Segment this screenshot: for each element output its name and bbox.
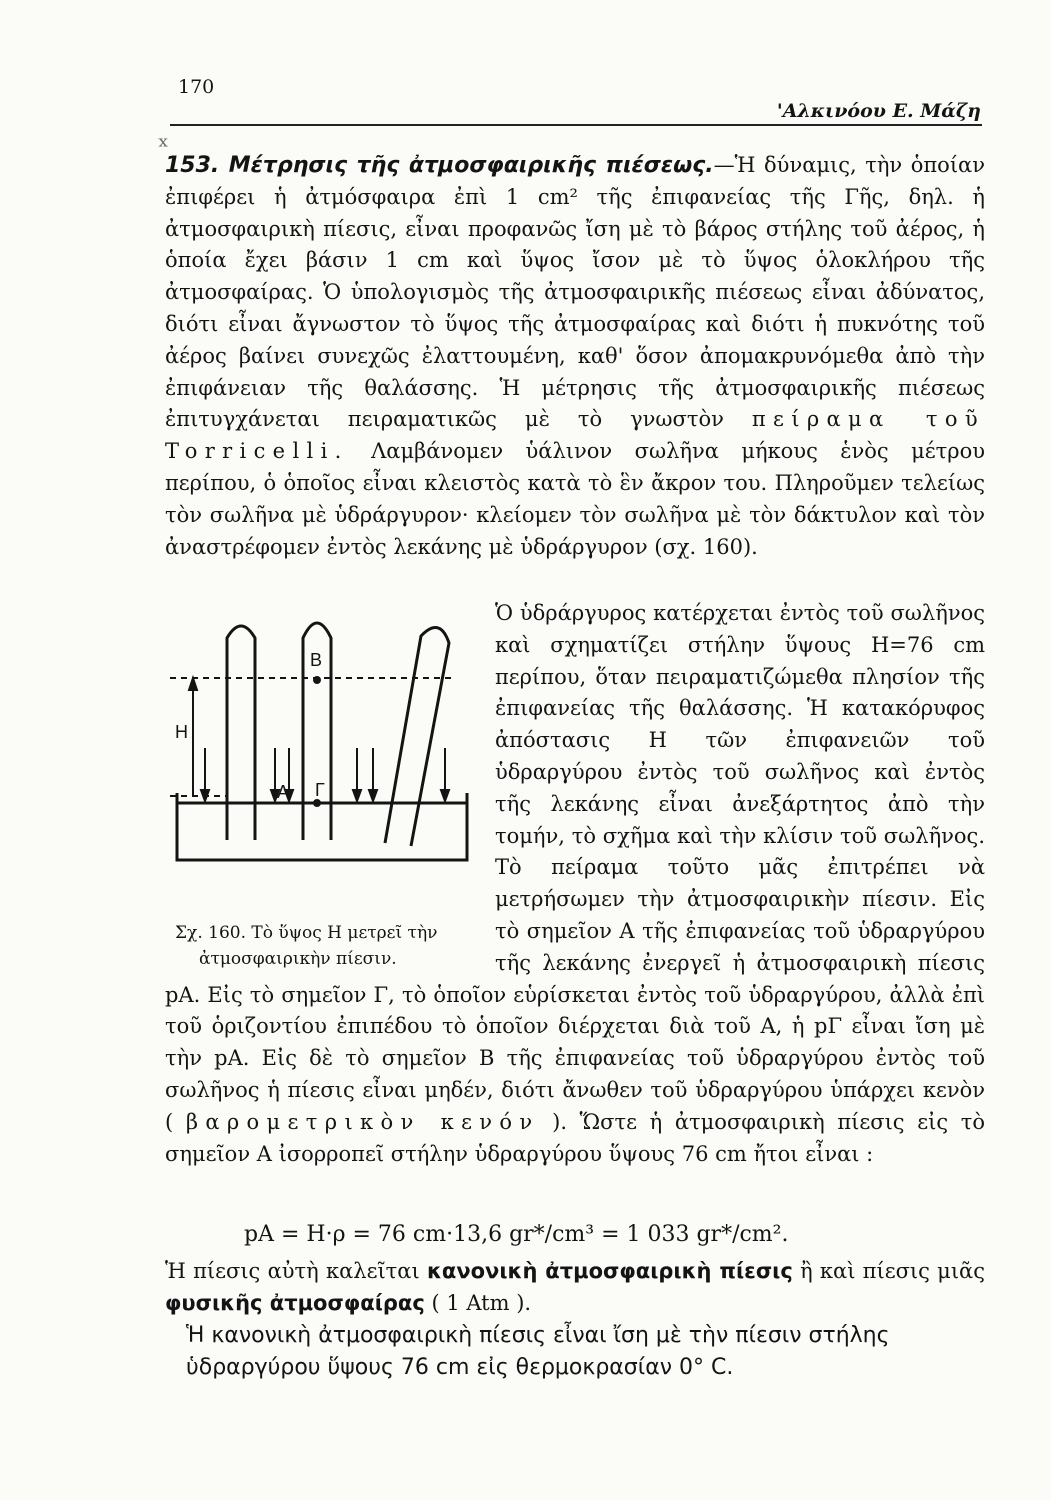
para3-text-a: Ἡ πίεσις αὐτὴ καλεῖται xyxy=(165,1259,420,1283)
caption-line-2: ἀτμοσφαιρικὴν πίεσιν. xyxy=(199,949,397,969)
torricelli-diagram xyxy=(165,598,487,918)
label-h: H xyxy=(175,722,188,742)
term-normal-pressure: κανονικὴ ἀτμοσφαιρικὴ πίεσις xyxy=(426,1259,793,1283)
tube-1 xyxy=(227,626,255,840)
point-g-dot xyxy=(314,800,320,806)
torricelli-experiment: πείραμα τοῦ Torricelli. xyxy=(165,407,985,464)
para3-text-b: ἢ καὶ πίεσις μιᾶς xyxy=(800,1259,985,1283)
running-title: 'Αλκινόου Ε. Μάζη xyxy=(776,100,981,122)
para1-text-c: Ὁ ὑδράργυρος κατέρχεται ἐντὸς τοῦ σωλῆνος καὶ σχηματίζει στήλην ὕψους Η=76 cm περίπου, ὅταν πειραματιζώμεθα πλησίον τῆς ἐπιφανείας τῆς θαλάσσης. Ἡ κατακόρυφος ἀπόστασις Η τῶν ἐπιφανειῶν τοῦ ὑδραργύρου ἐντὸς τοῦ σωλῆνος καὶ ἐντὸς τῆς λεκάνης εἶναι ἀνεξάρτητος ἀπὸ τὴν τομήν, τὸ σχῆμα καὶ τὴν κλίσιν τοῦ σωλῆνος. Τὸ πείραμα τοῦτο μᾶς ἐπιτρέπει νὰ μετρήσωμεν τὴν ἀτμοσφαιρικὴν πίεσιν. Εἰς τὸ σημεῖον Α τῆς ἐπιφανείας τοῦ ὑδραργύρου τῆς λεκάνης ἐνεργεῖ ἡ ἀτμοσφαιρικὴ πίεσις pΑ. Εἰς τὸ σημεῖον Γ, τὸ ὁποῖον εὑρίσκεται ἐντὸς τοῦ ὑδραργύρου, ἀλλὰ ἐπὶ τοῦ ὁριζοντίου ἐπιπέδου τὸ ὁποῖον διέρχεται διὰ τοῦ Α, ἡ pΓ εἶναι ἴση μὲ τὴν pΑ. Εἰς δὲ τὸ σημεῖον Β τῆς ἐπιφανείας τοῦ ὑδραργύρου ἐντὸς τοῦ σωλῆνος ἡ πίεσις εἶναι μηδέν, διότι ἄνωθεν τοῦ ὑδραργύρου ὑπάρχει κενὸν ( xyxy=(165,601,985,1134)
figure-160 xyxy=(165,598,487,974)
para3-text-c: ( 1 Atm ). xyxy=(431,1290,532,1315)
normal-pressure-paragraph xyxy=(165,1256,985,1320)
page-number: 170 xyxy=(178,76,215,98)
label-g: Γ xyxy=(315,780,325,800)
tube-3-tilted xyxy=(385,627,449,846)
para1-text-a: —Ἡ δύναμις, τὴν ὁποίαν ἐπιφέρει ἡ ἀτμόσφαιρα ἐπὶ 1 cm² τῆς ἐπιφανείας τῆς Γῆς, δηλ. ἡ ἀτμοσφαιρικὴ πίεσις, εἶναι προφανῶς ἴση μὲ τὸ βάρος στήλης τοῦ ἀέρος, ἡ ὁποία ἔχει βάσιν 1 cm καὶ ὕψος ἴσον μὲ τὸ ὕψος ὁλοκλήρου τῆς ἀτμοσφαίρας. Ὁ ὑπολογισμὸς τῆς ἀτμοσφαιρικῆς πιέσεως εἶναι ἀδύνατος, διότι εἶναι ἄγνωστον τὸ ὕψος τῆς ἀτμοσφαίρας καὶ διότι ἡ πυκνότης τοῦ ἀέρος βαίνει συνεχῶς ἐλαττουμένη, καθ' ὅσον ἀπομακρυνόμεθα ἀπὸ τὴν ἐπιφάνειαν τῆς θαλάσσης. Ἡ μέτρησις τῆς ἀτμοσφαιρικῆς πιέσεως ἐπιτυγχάνεται πειραματικῶς μὲ τὸ γνωστὸν xyxy=(165,153,985,432)
figure-text-block xyxy=(165,598,985,1170)
barometric-vacuum: βαρομετρικὸν κενόν xyxy=(185,1109,540,1134)
pressure-formula: pΑ = Η·ρ = 76 cm·13,6 gr*/cm³ = 1 033 gr*/cm². xyxy=(244,1222,789,1247)
margin-mark: ˣ xyxy=(158,132,170,162)
para1-text-b: Λαμβάνομεν ὑάλινον σωλῆνα μήκους ἑνὸς μέτρου περίπου, ὁ ὁποῖος εἶναι κλειστὸς κατὰ τὸ ἓν ἄκρον του. Πληροῦμεν τελείως τὸν σωλῆνα μὲ ὑδράργυρον· κλείομεν τὸν σωλῆνα μὲ τὸν δάκτυλον καὶ τὸν ἀναστρέφομεν ἐντὸς λεκάνης μὲ ὑδράργυρον (σχ. 160). xyxy=(165,439,985,559)
point-b-dot xyxy=(314,677,320,683)
summary-paragraph: Ἡ κανονικὴ ἀτμοσφαιρικὴ πίεσις εἶναι ἴση μὲ τὴν πίεσιν στήλης ὑδραργύρου ὕψους 76 cm εἰς θερμοκρασίαν 0° C. xyxy=(186,1323,890,1380)
section-153-paragraph xyxy=(165,150,985,563)
section-heading: 153. Μέτρησις τῆς ἀτμοσφαιρικῆς πιέσεως. xyxy=(165,153,714,178)
figure-caption xyxy=(165,920,487,972)
height-arrow-top xyxy=(189,678,197,690)
label-a: A xyxy=(277,782,290,802)
para1-text-d: ). Ὥστε ἡ ἀτμοσφαιρικὴ πίεσις εἰς τὸ σημεῖον Α ἰσορροπεῖ στήλην ὑδραργύρου ὕψους 76 cm ἤτοι εἶναι : xyxy=(165,1109,985,1166)
header-rule xyxy=(170,124,982,126)
term-physical-atmosphere: φυσικῆς ἀτμοσφαίρας xyxy=(165,1290,425,1315)
caption-line-1: Σχ. 160. Τὸ ὕψος Η μετρεῖ τὴν xyxy=(175,923,438,943)
label-b: B xyxy=(310,650,323,670)
